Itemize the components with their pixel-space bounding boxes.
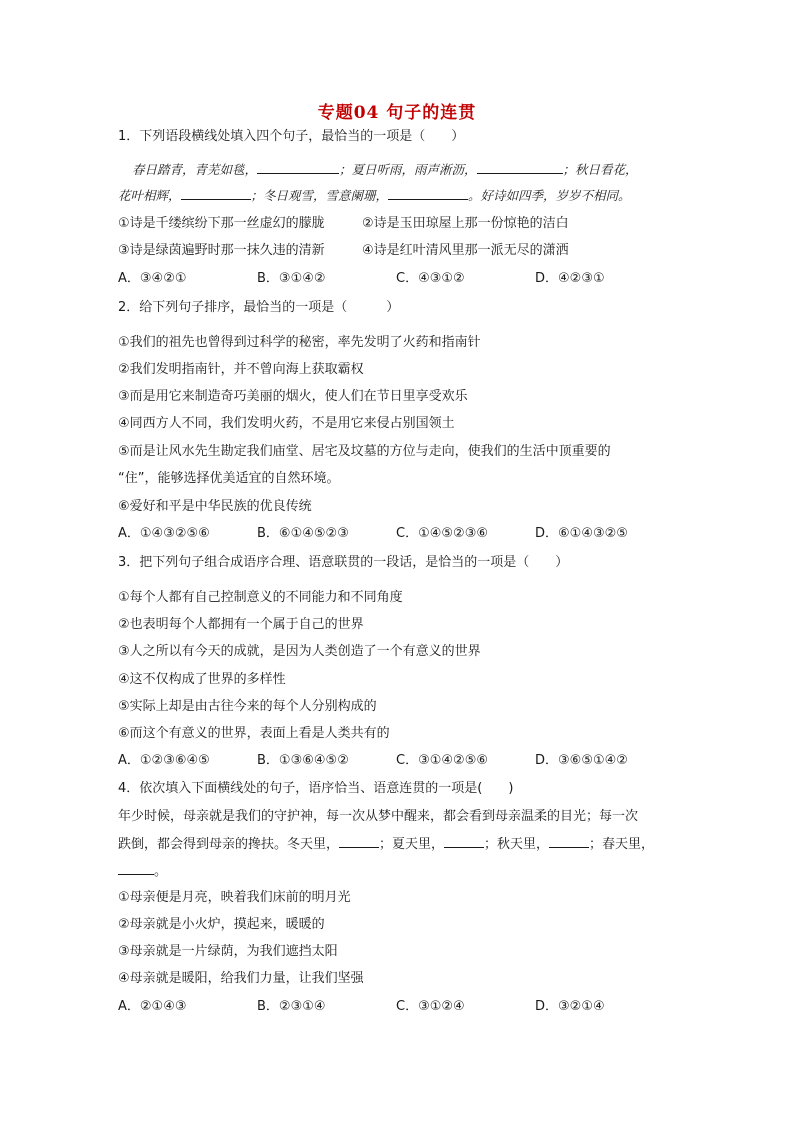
choice-b[interactable]: B．②③①④ <box>257 999 326 1014</box>
choice-d[interactable]: D．⑥①④③②⑤ <box>535 526 628 541</box>
q1-options-row-1 <box>118 215 688 233</box>
q4-stem: 4．依次填入下面横线处的句子，语序恰当、语意连贯的一项是( ) <box>118 781 514 796</box>
q1-passage-text: ；冬日观雪，雪意阑珊， <box>250 188 389 203</box>
blank <box>444 835 484 848</box>
q2-item: ⑥爱好和平是中华民族的优良传统 <box>118 499 312 514</box>
blank <box>549 835 589 848</box>
q1-passage-text: 花叶相辉， <box>118 188 181 203</box>
q3-item: ⑥而这个有意义的世界，表面上看是人类共有的 <box>118 726 390 741</box>
choice-a[interactable]: A．①②③⑥④⑤ <box>118 753 210 768</box>
q4-passage-text: ；秋天里， <box>484 837 550 852</box>
q4-item: ②母亲就是小火炉，摸起来，暖暖的 <box>118 917 325 932</box>
choice-d[interactable]: D．③⑥⑤①④② <box>535 753 628 768</box>
q3-item: ⑤实际上却是由古往今来的每个人分别构成的 <box>118 699 377 714</box>
q4-passage-text: 跌倒，都会得到母亲的搀扶。冬天里， <box>118 837 340 852</box>
q2-item: ①我们的祖先也曾得到过科学的秘密，率先发明了火药和指南针 <box>118 335 481 350</box>
q1-passage-line-1 <box>132 161 702 179</box>
choice-a[interactable]: A．②①④③ <box>118 999 187 1014</box>
choice-c[interactable]: C．①④⑤②③⑥ <box>396 526 489 541</box>
choice-a[interactable]: A．③④②① <box>118 271 187 286</box>
option-item: ④诗是红叶清风里那一派无尽的潇洒 <box>362 243 569 258</box>
blank <box>118 862 154 875</box>
q3-item: ①每个人都有自己控制意义的不同能力和不同角度 <box>118 590 403 605</box>
blank <box>181 187 251 200</box>
q2-item: ④同西方人不同，我们发明火药，不是用它来侵占别国领土 <box>118 416 455 431</box>
choice-a[interactable]: A．①④③②⑤⑥ <box>118 526 210 541</box>
choice-d[interactable]: D．③②①④ <box>535 999 605 1014</box>
q2-item: ③而是用它来制造奇巧美丽的烟火，使人们在节日里享受欢乐 <box>118 389 468 404</box>
choice-b[interactable]: B．①③⑥④⑤② <box>257 753 349 768</box>
q4-passage-text: 。 <box>154 864 168 879</box>
blank <box>477 161 563 174</box>
q1-passage-text: 。好诗如四季，岁岁不相同。 <box>468 188 631 203</box>
option-item: ③诗是绿茵遍野时那一抹久违的清新 <box>118 243 325 258</box>
q1-stem: 1．下列语段横线处填入四个句子，最恰当的一项是（ ） <box>118 129 465 144</box>
q4-passage-line-1: 年少时候，母亲就是我们的守护神，每一次从梦中醒来，都会看到母亲温柔的目光；每一次 <box>118 809 639 824</box>
q2-stem: 2．给下列句子排序，最恰当的一项是（ ） <box>118 300 400 315</box>
choice-c[interactable]: C．④③①② <box>396 271 465 286</box>
q1-passage-text: ；夏日听雨，雨声淅沥， <box>339 162 477 177</box>
q4-item: ④母亲就是暖阳，给我们力量，让我们坚强 <box>118 971 364 986</box>
q1-passage-text: 春日踏青，青芜如毯， <box>132 162 258 177</box>
q4-item: ①母亲便是月亮，映着我们床前的明月光 <box>118 890 351 905</box>
option-item: ②诗是玉田琼屋上那一份惊艳的洁白 <box>362 216 569 231</box>
q3-stem: 3．把下列句子组合成语序合理、语意联贯的一段话，是恰当的一项是（ ） <box>118 555 569 570</box>
choice-c[interactable]: C．③①②④ <box>396 999 465 1014</box>
q1-passage-text: ；秋日看花， <box>562 162 638 177</box>
q3-item: ③人之所以有今天的成就，是因为人类创造了一个有意义的世界 <box>118 644 481 659</box>
q4-item: ③母亲就是一片绿荫，为我们遮挡太阳 <box>118 944 338 959</box>
option-item: ①诗是千缕缤纷下那一丝虚幻的朦胧 <box>118 216 325 231</box>
q2-item-continued: “住”，能够选择优美适宜的自然环境。 <box>118 471 340 486</box>
choice-c[interactable]: C．③①④②⑤⑥ <box>396 753 489 768</box>
choice-d[interactable]: D．④②③① <box>535 271 605 286</box>
q2-item: ②我们发明指南针，并不曾向海上获取霸权 <box>118 362 364 377</box>
q4-passage-text: ；夏天里， <box>379 837 445 852</box>
q4-passage-text: ；春天里， <box>589 837 655 852</box>
q1-passage-line-2 <box>118 187 688 205</box>
blank <box>388 187 468 200</box>
blank <box>257 161 339 174</box>
q3-item: ④这不仅构成了世界的多样性 <box>118 672 286 687</box>
q1-options-row-2 <box>118 242 688 260</box>
q3-item: ②也表明每个人都拥有一个属于自己的世界 <box>118 617 364 632</box>
q4-passage-line-2 <box>118 835 688 854</box>
choice-b[interactable]: B．⑥①④⑤②③ <box>257 526 349 541</box>
blank <box>339 835 379 848</box>
page-title: 专题04 句子的连贯 <box>317 103 477 123</box>
q2-item: ⑤而是让风水先生勘定我们庙堂、居宅及坟墓的方位与走向，使我们的生活中顶重要的 <box>118 444 611 459</box>
q4-passage-line-3 <box>118 862 688 881</box>
choice-b[interactable]: B．③①④② <box>257 271 326 286</box>
